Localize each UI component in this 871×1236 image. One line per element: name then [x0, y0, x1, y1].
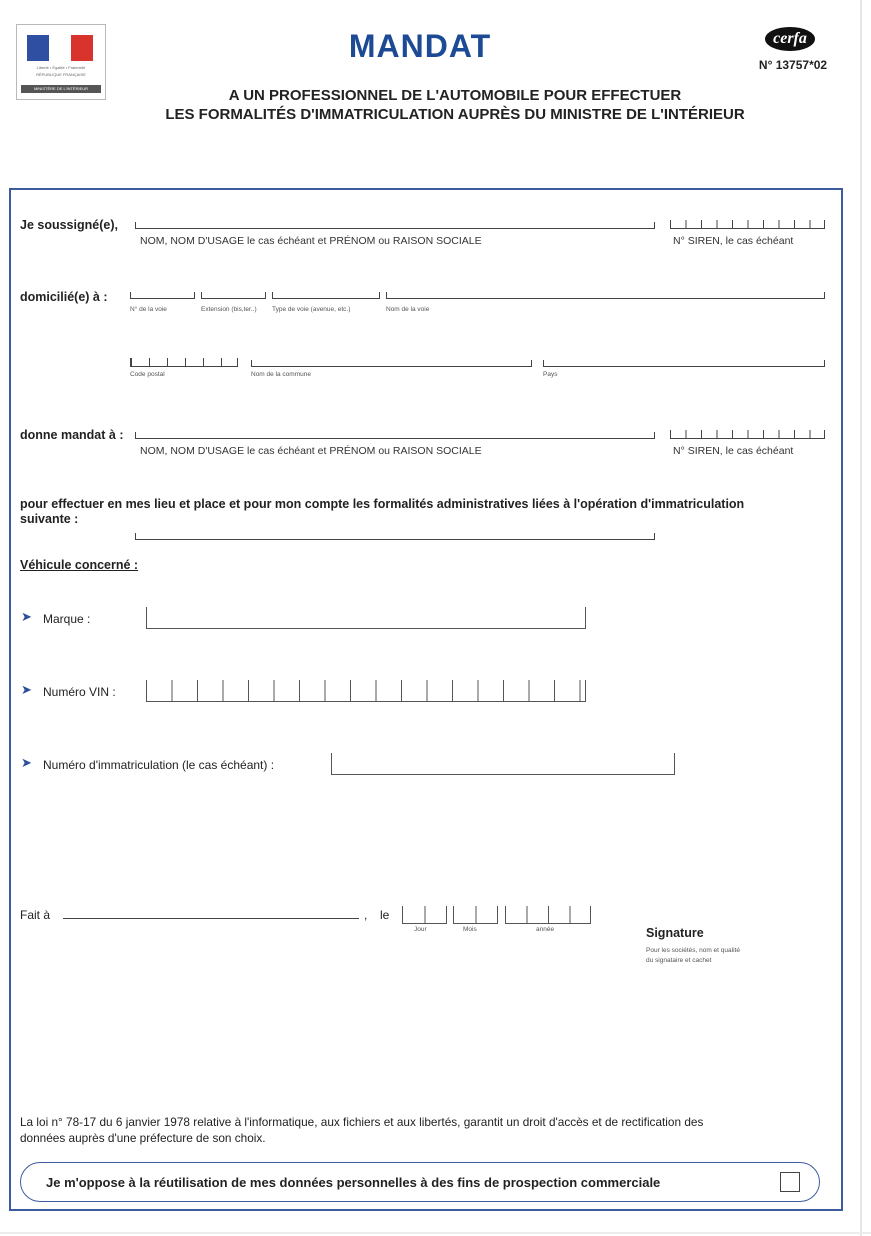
mandataire-siren-field[interactable] [670, 430, 825, 439]
made-at-label: Fait à [20, 908, 51, 922]
logo-motto: Liberté • Égalité • Fraternité [36, 65, 86, 70]
vin-label: Numéro VIN : [43, 685, 116, 699]
cerfa-logo: cerfa [765, 27, 815, 51]
document-title: MANDAT [348, 28, 492, 64]
mandataire-name-field[interactable] [135, 432, 655, 439]
country-field[interactable] [543, 360, 825, 367]
year-field[interactable] [505, 906, 591, 924]
operation-label [20, 497, 840, 527]
street-extension-caption: Extension (bis,ter..) [201, 306, 257, 313]
signature-note-line-1: Pour les sociétés, nom et qualité [646, 947, 740, 954]
month-caption: Mois [463, 926, 477, 933]
vehicle-heading: Véhicule concerné : [20, 558, 139, 572]
street-number-caption: N° de la voie [130, 306, 167, 313]
legal-line-2: données auprès d'une préfecture de son choix. [20, 1131, 266, 1145]
year-caption: année [536, 926, 555, 933]
arrow-right-icon: ➤ [21, 609, 32, 624]
arrow-right-icon: ➤ [21, 682, 32, 697]
republique-francaise-logo [16, 24, 106, 100]
mandant-name-caption: NOM, NOM D'USAGE le cas échéant et PRÉNOM ou RAISON SOCIALE [140, 235, 482, 247]
mandataire-name-caption: NOM, NOM D'USAGE le cas échéant et PRÉNOM ou RAISON SOCIALE [140, 445, 482, 457]
mandant-siren-caption: N° SIREN, le cas échéant [673, 235, 794, 247]
logo-republic: RÉPUBLIQUE FRANÇAISE [36, 72, 86, 77]
signature-area[interactable] [640, 980, 830, 1100]
plate-label: Numéro d'immatriculation (le cas échéant) : [43, 758, 275, 772]
date-label: le [380, 908, 390, 922]
commune-caption: Nom de la commune [251, 371, 311, 378]
page-bottom-edge [0, 1232, 871, 1234]
postal-code-caption: Code postal [130, 371, 165, 378]
signature-title: Signature [646, 926, 704, 940]
mandataire-label: donne mandat à : [20, 428, 124, 442]
made-at-field[interactable] [63, 918, 359, 919]
street-name-field[interactable] [386, 292, 825, 299]
legal-line-1: La loi n° 78-17 du 6 janvier 1978 relative à l'informatique, aux fichiers et aux libertés, garantit un droit d'accès et de rectification des [20, 1115, 704, 1129]
signature-note-line-2: du signataire et cachet [646, 957, 712, 964]
street-extension-field[interactable] [201, 292, 266, 299]
day-field[interactable] [402, 906, 447, 924]
postal-code-field[interactable] [130, 358, 238, 367]
mandant-siren-field[interactable] [670, 220, 825, 229]
brand-field[interactable] [146, 607, 586, 629]
street-name-caption: Nom de la voie [386, 306, 430, 313]
vin-field[interactable] [146, 680, 586, 702]
legal-notice [20, 1114, 840, 1146]
street-type-caption: Type de voie (avenue, etc.) [272, 306, 351, 313]
arrow-right-icon: ➤ [21, 755, 32, 770]
page-edge [860, 0, 862, 1236]
optout-label: Je m'oppose à la réutilisation de mes données personnelles à des fins de prospection commerciale [46, 1175, 661, 1190]
address-label: domicilié(e) à : [20, 290, 108, 304]
operation-label-line-2: suivante : [20, 512, 79, 526]
mandataire-siren-caption: N° SIREN, le cas échéant [673, 445, 794, 457]
month-field[interactable] [453, 906, 498, 924]
street-number-field[interactable] [130, 292, 195, 299]
document-subtitle [100, 86, 810, 124]
brand-label: Marque : [43, 612, 91, 626]
made-at-comma: , [364, 908, 368, 922]
day-caption: Jour [414, 926, 427, 933]
subtitle-line-1: A UN PROFESSIONNEL DE L'AUTOMOBILE POUR EFFECTUER [228, 87, 682, 104]
operation-field[interactable] [135, 533, 655, 540]
commune-field[interactable] [251, 360, 532, 367]
mandant-name-field[interactable] [135, 222, 655, 229]
signature-note [646, 946, 740, 966]
street-type-field[interactable] [272, 292, 380, 299]
operation-label-line-1: pour effectuer en mes lieu et place et pour mon compte les formalités administratives liées à l'opération d'immatriculation [20, 497, 745, 511]
cerfa-number: N° 13757*02 [758, 58, 828, 72]
subtitle-line-2: LES FORMALITÉS D'IMMATRICULATION AUPRÈS DU MINISTRE DE L'INTÉRIEUR [165, 106, 745, 123]
mandant-label: Je soussigné(e), [20, 218, 118, 232]
optout-checkbox[interactable] [780, 1172, 800, 1192]
plate-field[interactable] [331, 753, 675, 775]
logo-ministry: MINISTÈRE DE L'INTÉRIEUR [21, 85, 101, 93]
country-caption: Pays [543, 371, 558, 378]
tricolor-flag-icon [27, 35, 93, 61]
